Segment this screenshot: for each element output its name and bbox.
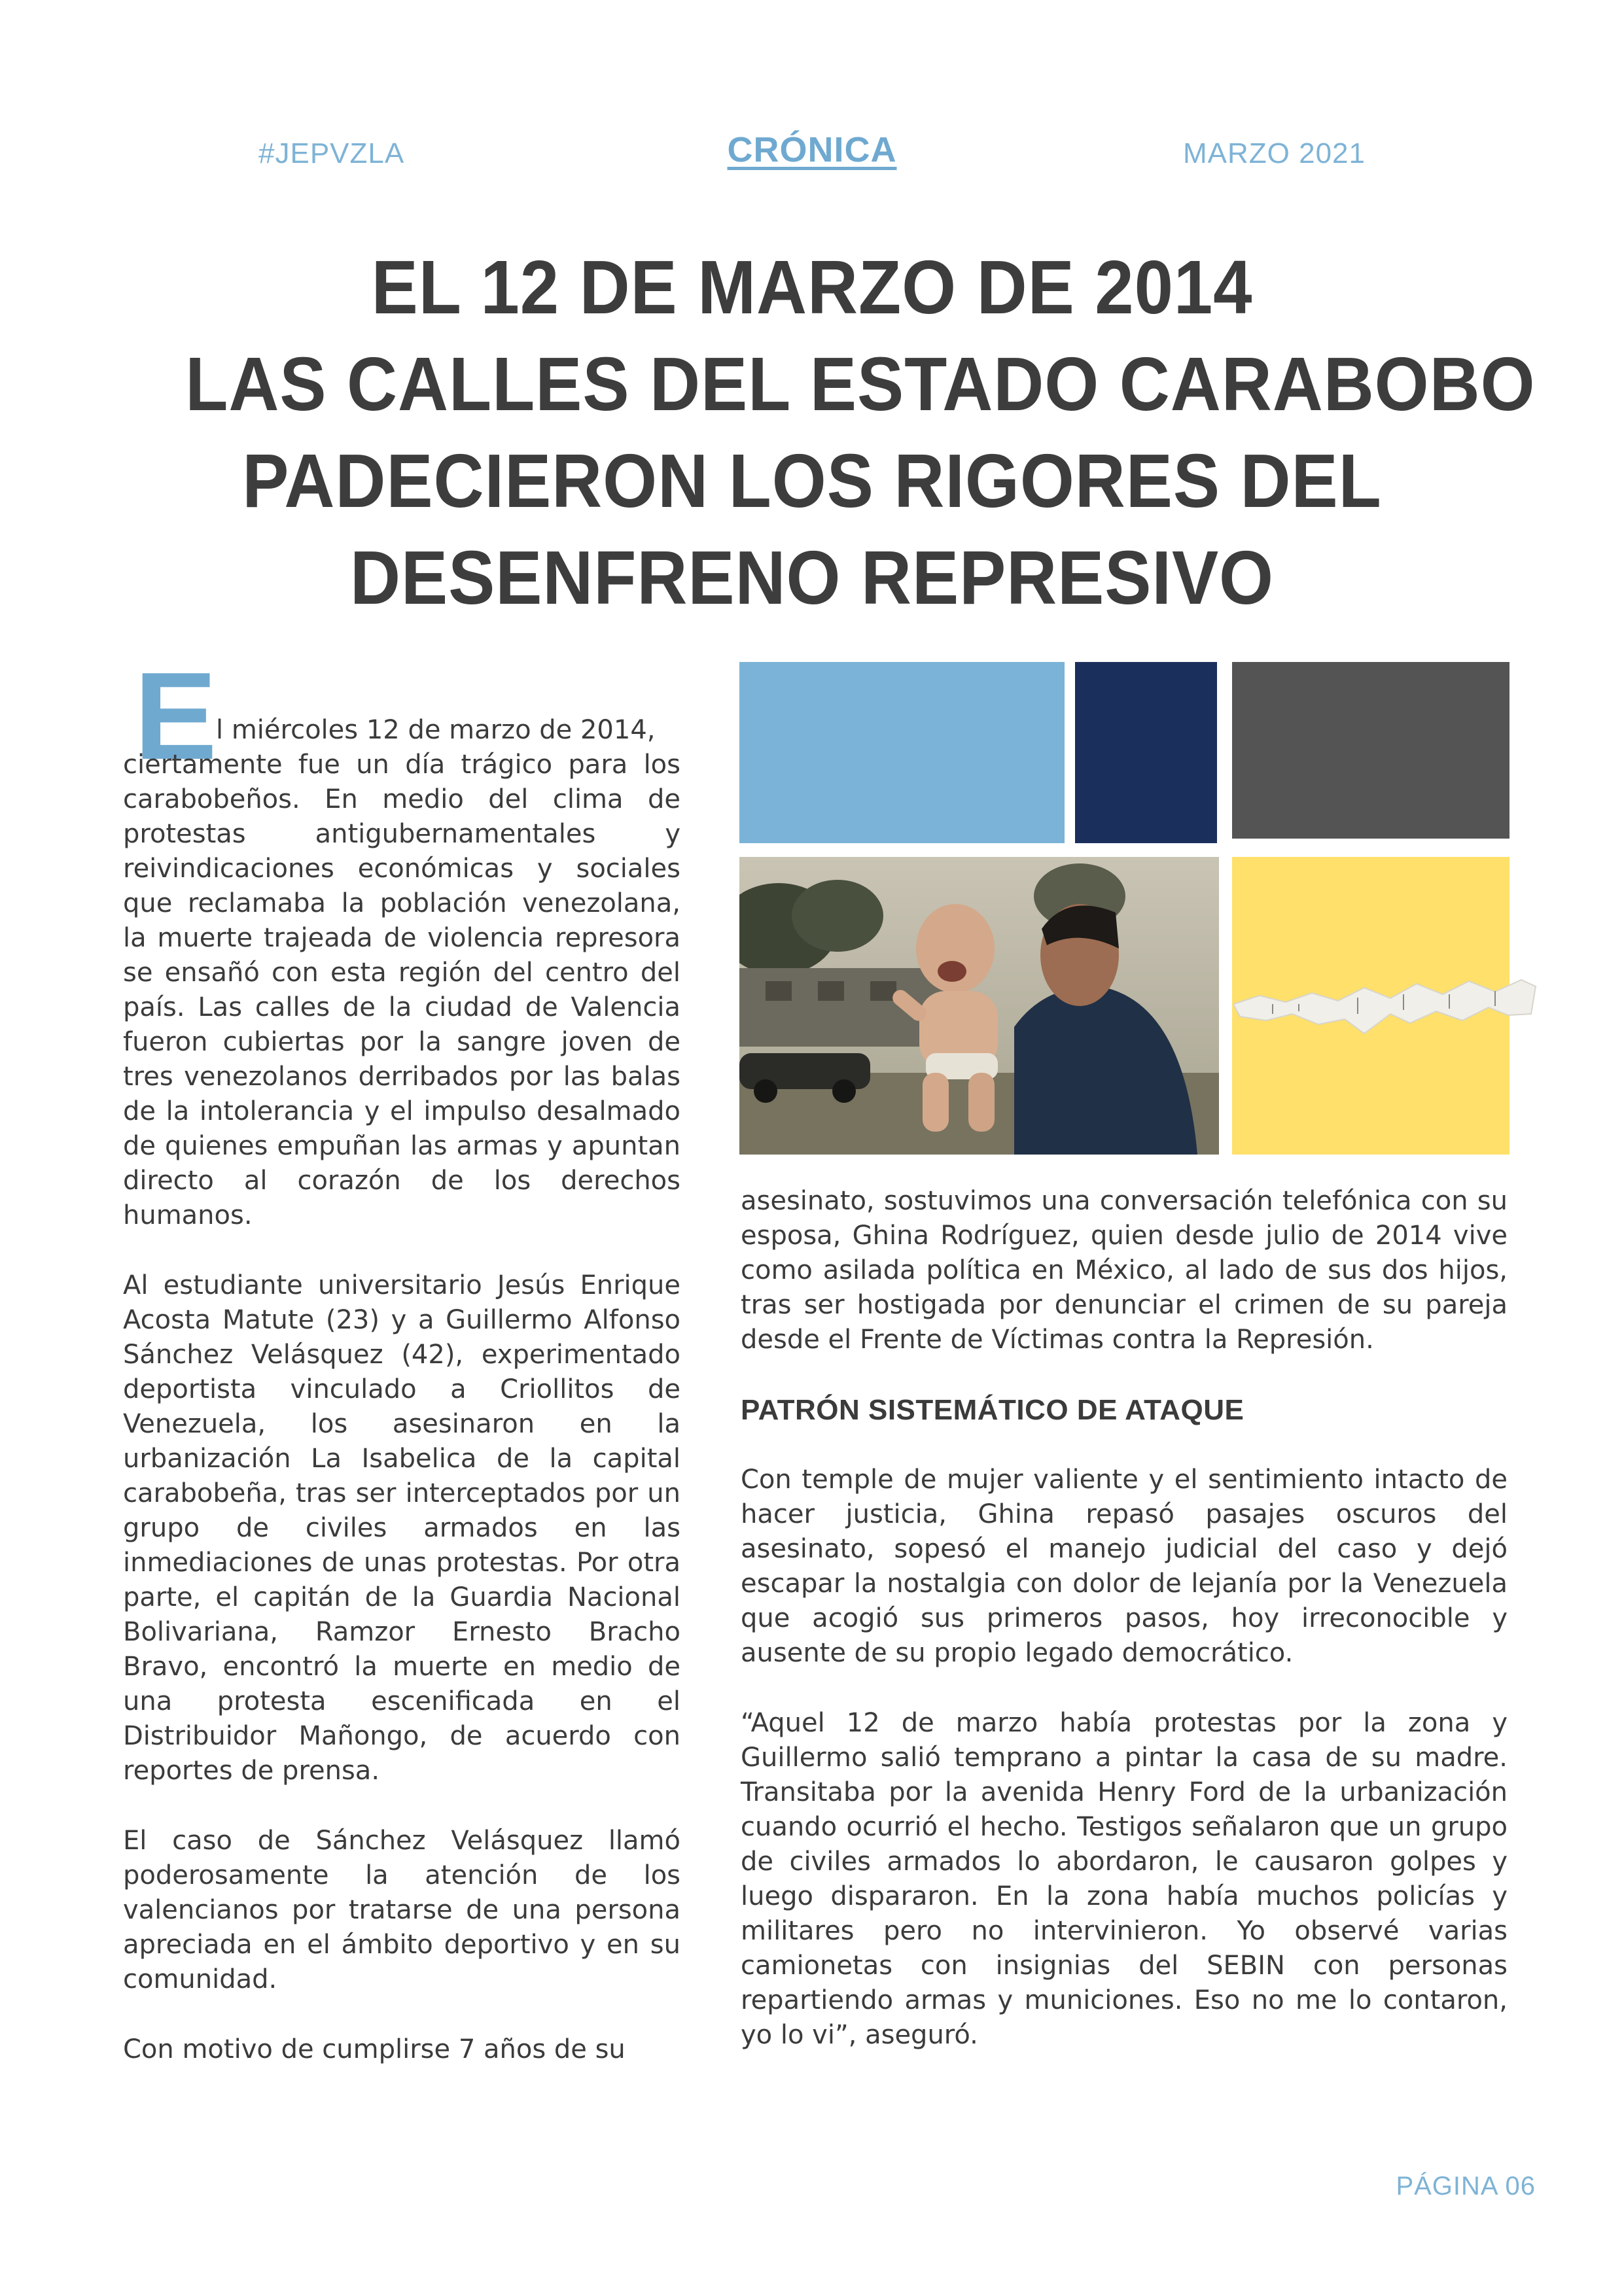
headline-line: DESENFRENO REPRESIVO [350,535,1274,620]
color-block-navy [1075,662,1217,843]
color-block-light-blue [739,662,1065,843]
headline-line: EL 12 DE MARZO DE 2014 [371,245,1253,330]
paragraph: “Aquel 12 de marzo había protestas por la zona y Guillermo salió temprano a pintar la casa de su madre. Transitaba por la avenida Henry Ford de la urbanización cuando ocurrió el hecho. Testigos señalaron que un grupo de civiles armados lo abordaron, le causaron golpes y luego dispararon. En la zona había muchos policías y militares pero no intervinieron. Yo observé varias camionetas con insignias del SEBIN con personas repartiendo armas y municiones. Eso no me lo contaron, yo lo vi”, aseguró. [741,1708,1508,2050]
paragraph: Con motivo de cumplirse 7 años de su [123,2034,626,2064]
page-number: PÁGINA 06 [1396,2172,1536,2200]
paragraph: ciertamente fue un día trágico para los carabobeños. En medio del clima de protestas antigubernamentales y reivindicaciones económicas y sociales que reclamaba la población venezolana, la muerte trajeada de violencia represora se ensañó con esta región del centro del país. Las calles de la ciudad de Valencia fueron cubiertas por la sangre joven de tres venezolanos derribados por las balas de la intolerancia y el impulso desalmado de quienes empuñan las armas y apuntan directo al corazón de los derechos humanos. [123,750,680,1230]
paragraph: asesinato, sostuvimos una conversación telefónica con su esposa, Ghina Rodríguez, quien desde julio de 2014 vive como asilada política en México, al lado de sus dos hijos, tras ser hostigada por denunciar el crimen de su pareja desde el Frente de Víctimas contra la Represión. [741,1186,1508,1355]
headline-line: PADECIERON LOS RIGORES DEL [242,438,1382,523]
paragraph: Al estudiante universitario Jesús Enrique Acosta Matute (23) y a Guillermo Alfonso Sánchez Velásquez (42), experimentado deportista vinculado a Criollitos de Venezuela, los asesinaron en la urbanización La Isabelica de la capital carabobeña, tras ser interceptados por un grupo de civiles armados en las inmediaciones de unas protestas. Por otra parte, el capitán de la Guardia Nacional Bolivariana, Ramzor Ernesto Bracho Bravo, encontró la muerte en medio de una protesta escenificada en el Distribuidor Mañongo, de acuerdo con reportes de prensa. [123,1270,680,1786]
article-photo [739,857,1219,1155]
headline [185,239,1536,626]
drop-cap: E [134,647,217,786]
color-block-gray [1232,662,1509,839]
issue-date: MARZO 2021 [1183,137,1366,169]
first-line: l miércoles 12 de marzo de 2014, [216,715,656,745]
article-column-left [123,748,680,2102]
torn-paper-strip [1233,968,1538,1047]
paragraph: El caso de Sánchez Velásquez llamó poderosamente la atención de los valencianos por tratarse de una persona apreciada en el ámbito deportivo y en su comunidad. [123,1826,680,1994]
headline-line: LAS CALLES DEL ESTADO CARABOBO [185,341,1536,426]
paragraph: Con temple de mujer valiente y el sentimiento intacto de hacer justicia, Ghina repasó pasajes oscuros del asesinato, sopesó el manejo judicial del caso y dejó escapar la nostalgia con dolor de lejanía por la Venezuela que acogió sus primeros pasos, hoy irreconocible y ausente de su propio legado democrático. [741,1465,1508,1668]
article-column-right [741,1184,1508,2088]
section-title: CRÓNICA [727,130,897,169]
magazine-hashtag: #JEPVZLA [258,137,405,169]
subheading: PATRÓN SISTEMÁTICO DE ATAQUE [741,1394,1244,1426]
